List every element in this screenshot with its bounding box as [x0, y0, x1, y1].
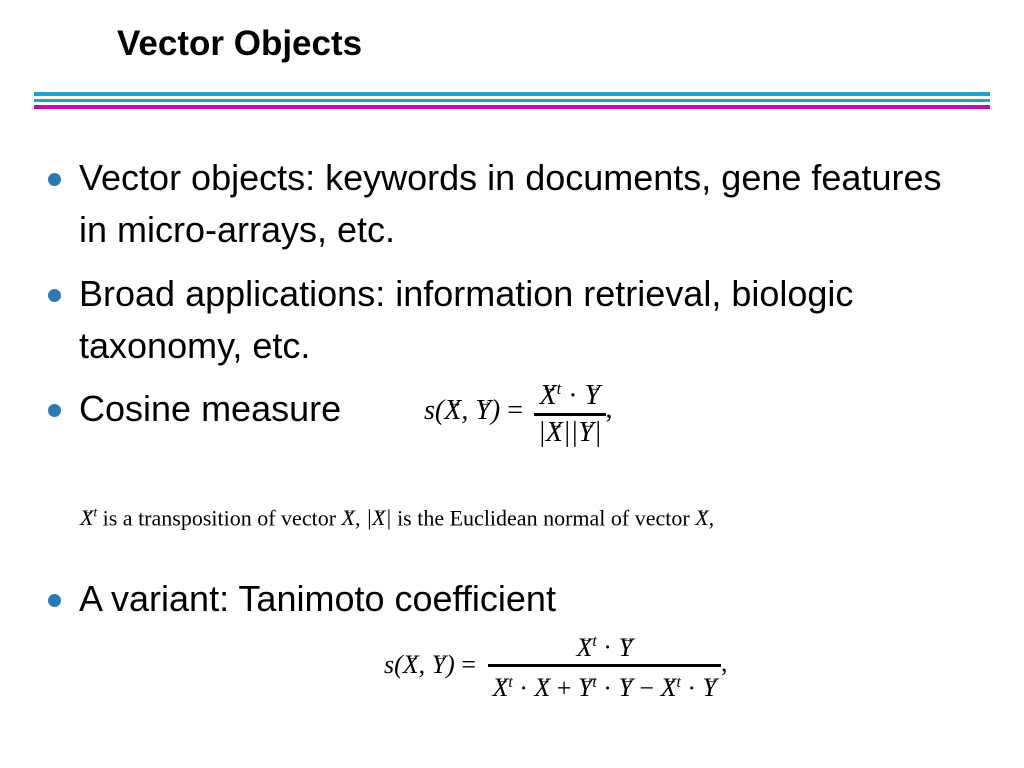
bullet-marker	[48, 594, 61, 607]
cosine-formula: s(→ X, → Y) = → $\frac{X^t \cdot \to Y}{|\to X||\to Y|}$ ,	[424, 372, 613, 450]
header-rule-magenta	[34, 105, 990, 109]
bullet-marker	[48, 173, 61, 186]
bullet-tanimoto: A variant: Tanimoto coefficient	[79, 578, 556, 619]
bullet-marker	[48, 404, 61, 417]
bullet-vector-objects: Vector objects: keywords in documents, gene features in micro-arrays, etc.	[79, 157, 942, 250]
bullet-marker	[48, 289, 61, 302]
header-rule-teal-bottom	[34, 99, 990, 102]
bullet-cosine-measure: Cosine measure	[79, 388, 342, 429]
bullet-broad-applications: Broad applications: information retrieval, biologic taxonomy, etc.	[79, 273, 854, 366]
header-rule-teal-top	[34, 92, 990, 96]
tanimoto-formula: s(→ X, → Y) = → $X^t$ · → Y → $X^t$ · → X + → $Y^t$ · → Y − → $X^t$ · → Y ,	[384, 626, 727, 704]
slide-title: Vector Objects	[117, 24, 363, 63]
note-euclidean-text: is the Euclidean normal of vector	[397, 505, 690, 531]
transposition-note: → $X^t$ is a transposition of vector → X, |→ X| is the Euclidean normal of vector → X,	[80, 496, 714, 535]
note-transposition-text: is a transposition of vector	[102, 505, 337, 531]
